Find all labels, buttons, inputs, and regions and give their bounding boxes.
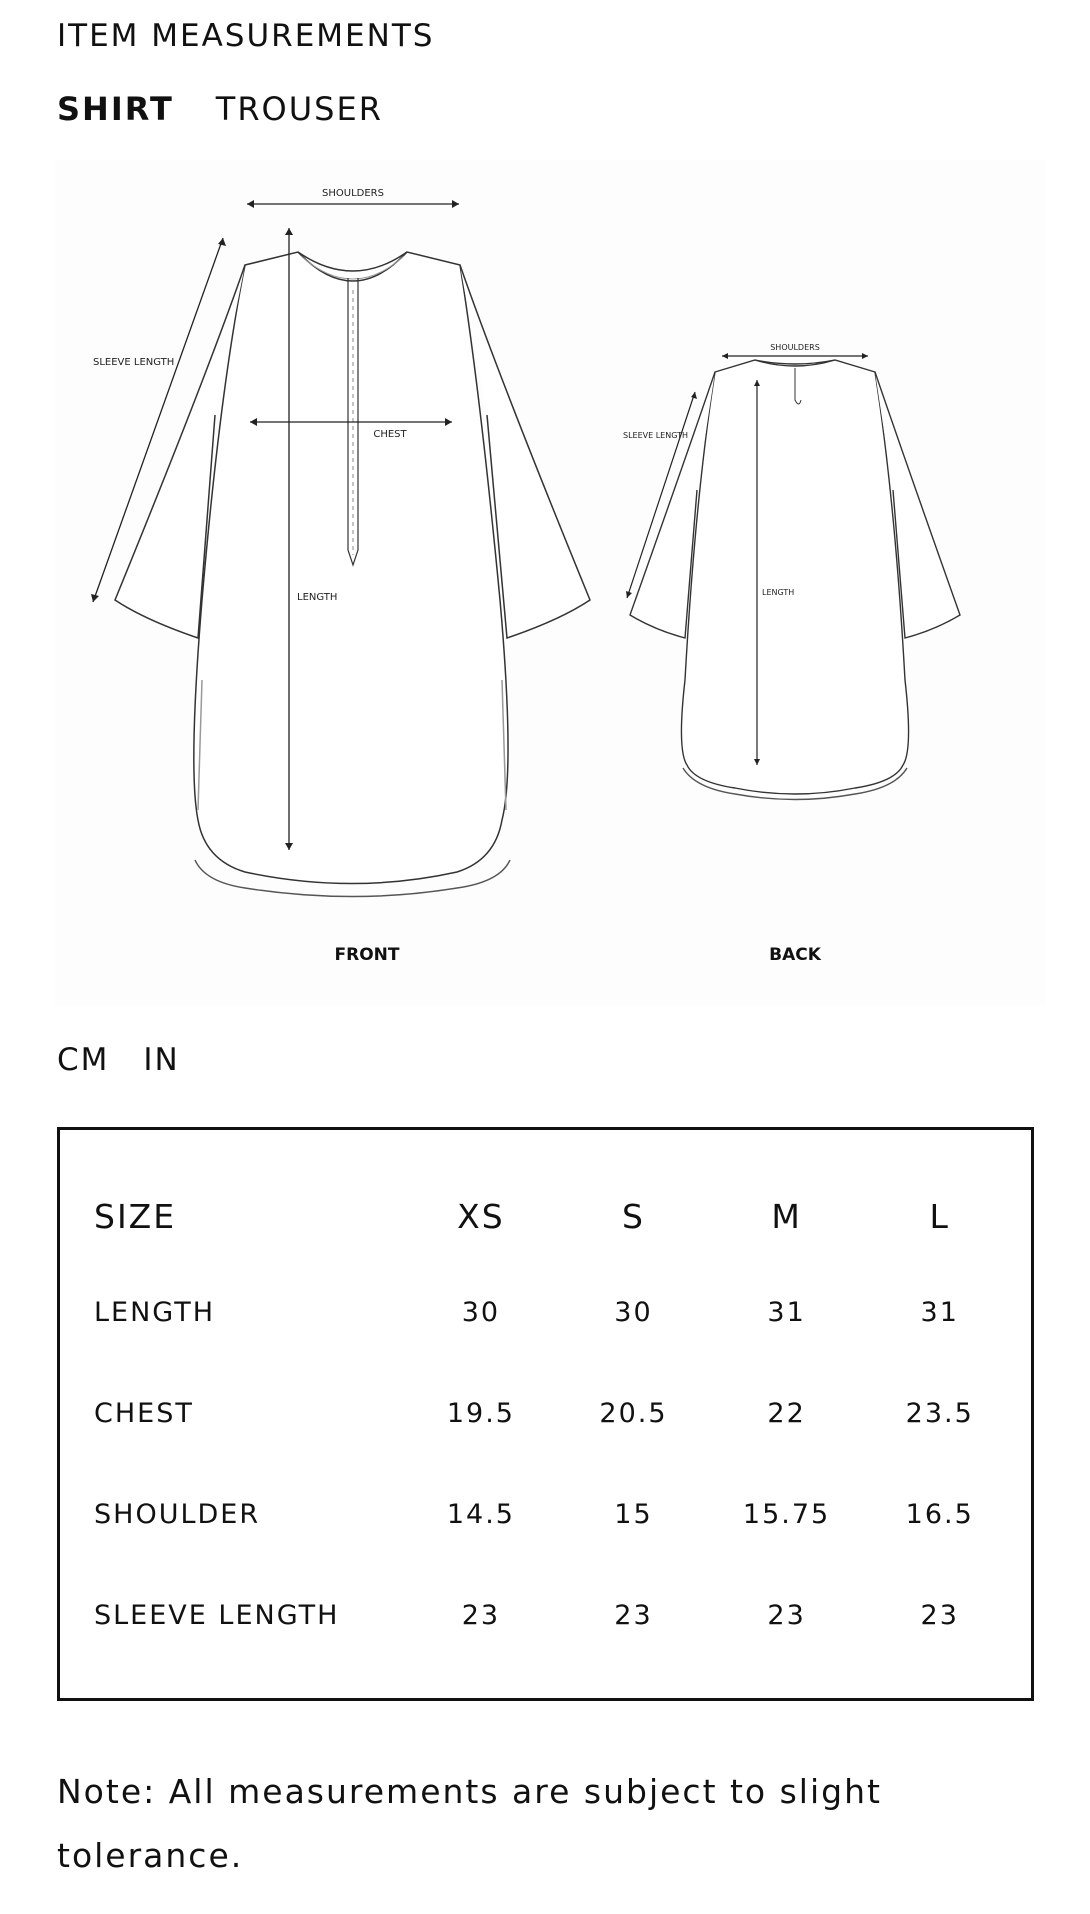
table-cell: 23 xyxy=(920,1600,959,1631)
table-cell: 15 xyxy=(614,1499,653,1530)
header-l: L xyxy=(929,1196,950,1236)
table-header-row xyxy=(94,1170,1016,1262)
table-row xyxy=(94,1565,1016,1666)
front-chest-label: CHEST xyxy=(373,429,407,440)
row-label: LENGTH xyxy=(94,1297,216,1328)
back-length-label: LENGTH xyxy=(762,588,795,597)
back-sleeve-length-label: SLEEVE LENGTH xyxy=(623,431,689,440)
section-title: ITEM MEASUREMENTS xyxy=(57,18,435,54)
row-label: SLEEVE LENGTH xyxy=(94,1600,340,1631)
tab-shirt[interactable]: SHIRT xyxy=(57,90,174,128)
table-cell: 23 xyxy=(767,1600,806,1631)
table-cell: 30 xyxy=(461,1297,501,1328)
table-cell: 30 xyxy=(614,1297,653,1328)
back-shoulders-label: SHOULDERS xyxy=(770,343,820,352)
tolerance-note: Note: All measurements are subject to slight tolerance. xyxy=(57,1772,882,1875)
front-sleeve-length-label: SLEEVE LENGTH xyxy=(93,357,175,368)
tab-trouser[interactable]: TROUSER xyxy=(215,90,383,128)
unit-cm[interactable]: CM xyxy=(57,1042,110,1078)
table-cell: 31 xyxy=(767,1297,806,1328)
row-label: CHEST xyxy=(94,1398,194,1429)
table-cell: 23 xyxy=(614,1600,653,1631)
row-label: SHOULDER xyxy=(94,1499,261,1530)
unit-toggle xyxy=(57,1042,180,1078)
table-cell: 15.75 xyxy=(742,1499,831,1530)
table-cell: 20.5 xyxy=(599,1398,668,1429)
measurement-diagram xyxy=(55,160,1045,1005)
table-cell: 22 xyxy=(767,1398,806,1429)
table-row xyxy=(94,1464,1016,1565)
header-m: M xyxy=(771,1196,802,1236)
size-table-frame xyxy=(57,1127,1034,1701)
header-size: SIZE xyxy=(94,1196,177,1236)
front-length-label: LENGTH xyxy=(297,592,338,603)
table-cell: 14.5 xyxy=(446,1499,515,1530)
table-cell: 16.5 xyxy=(905,1499,974,1530)
back-caption: BACK xyxy=(769,945,821,965)
table-cell: 31 xyxy=(920,1297,959,1328)
size-table xyxy=(94,1170,1016,1666)
table-cell: 19.5 xyxy=(446,1398,515,1429)
table-cell: 23.5 xyxy=(905,1398,974,1429)
front-shoulders-label: SHOULDERS xyxy=(322,188,384,199)
header-xs: XS xyxy=(457,1196,505,1236)
table-row xyxy=(94,1363,1016,1464)
header-s: S xyxy=(621,1196,645,1236)
unit-in[interactable]: IN xyxy=(143,1042,180,1078)
garment-tabs xyxy=(57,90,383,128)
table-row xyxy=(94,1262,1016,1363)
front-caption: FRONT xyxy=(334,945,400,965)
table-cell: 23 xyxy=(461,1600,501,1631)
